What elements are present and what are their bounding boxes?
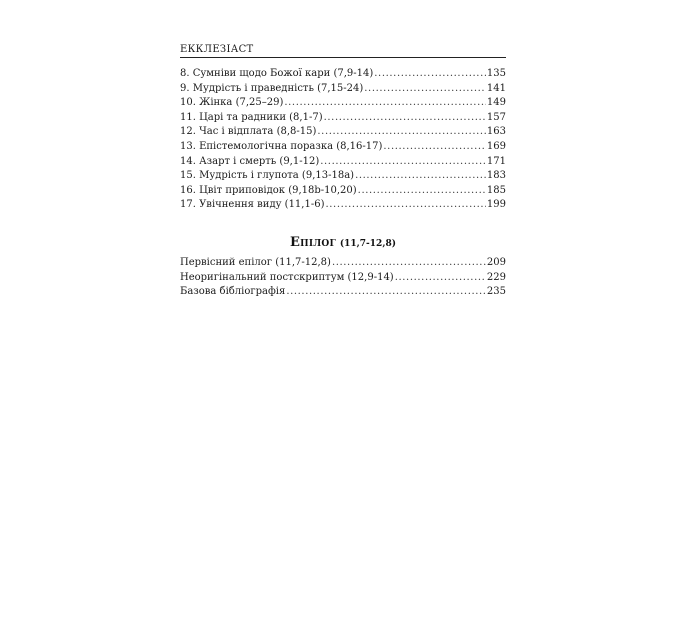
toc-entry-page: 229 [486,271,506,283]
toc-list-chapters [180,67,506,213]
toc-entry[interactable] [180,256,506,271]
dot-leader [355,169,486,184]
toc-list-epilogue [180,256,506,300]
toc-entry-page: 235 [486,286,506,298]
toc-entry-page: 209 [486,257,506,268]
dot-leader [332,256,486,271]
toc-entry[interactable] [180,67,506,82]
toc-entry[interactable] [180,271,506,286]
toc-entry[interactable] [180,184,506,199]
toc-entry-title: 10. Жінка (7,25–29) [180,97,284,109]
toc-entry-title: Базова бібліографія [180,286,286,298]
toc-entry-title: 11. Царі та радники (8,1-7) [180,111,323,123]
dot-leader [325,198,485,213]
dot-leader [320,155,486,170]
dot-leader [383,140,486,155]
dot-leader [395,271,486,286]
toc-entry[interactable] [180,125,506,140]
dot-leader [364,82,486,97]
running-head: ЕККЛЕЗІАСТ [180,44,506,58]
toc-entry-title: Неоригінальний постскриптум (12,9-14) [180,271,394,283]
toc-entry-page: 185 [486,184,506,196]
toc-entry-page: 141 [486,82,506,94]
toc-entry[interactable] [180,82,506,97]
toc-entry[interactable] [180,155,506,170]
toc-entry[interactable] [180,285,506,300]
toc-entry-title: 17. Увічнення виду (11,1-6) [180,199,325,211]
dot-leader [286,285,486,300]
toc-entry-page: 183 [486,170,506,182]
toc-entry-title: 15. Мудрість і глупота (9,13-18а) [180,170,355,182]
toc-entry-title: 13. Епістемологічна поразка (8,16-17) [180,140,383,152]
dot-leader [284,96,486,111]
toc-entry-title: 8. Сумніви щодо Божої кари (7,9-14) [180,68,374,79]
toc-entry-page: 169 [486,140,506,152]
toc-entry[interactable] [180,111,506,126]
dot-leader [317,125,486,140]
toc-entry-page: 199 [486,199,506,211]
toc-entry-title: 9. Мудрість і праведність (7,15-24) [180,82,364,94]
dot-leader [374,67,486,82]
toc-entry[interactable] [180,169,506,184]
dot-leader [324,111,486,126]
toc-entry-title: 14. Азарт і смерть (9,1-12) [180,155,320,167]
toc-entry-page: 171 [486,155,506,167]
toc-entry-page: 135 [486,68,506,79]
toc-entry-page: 157 [486,111,506,123]
toc-entry-title: 12. Час і відплата (8,8-15) [180,126,317,138]
toc-entry[interactable] [180,140,506,155]
section-range: (11,7-12,8) [339,239,396,249]
section-title: Епілог [290,235,336,250]
toc-entry-title: Первісний епілог (11,7-12,8) [180,257,331,268]
dot-leader [358,184,486,199]
toc-entry-page: 149 [486,97,506,109]
section-heading [180,233,506,252]
toc-entry-title: 16. Цвіт приповідок (9,18b-10,20) [180,184,357,196]
toc-entry[interactable] [180,198,506,213]
toc-entry-page: 163 [486,126,506,138]
toc-entry[interactable] [180,96,506,111]
